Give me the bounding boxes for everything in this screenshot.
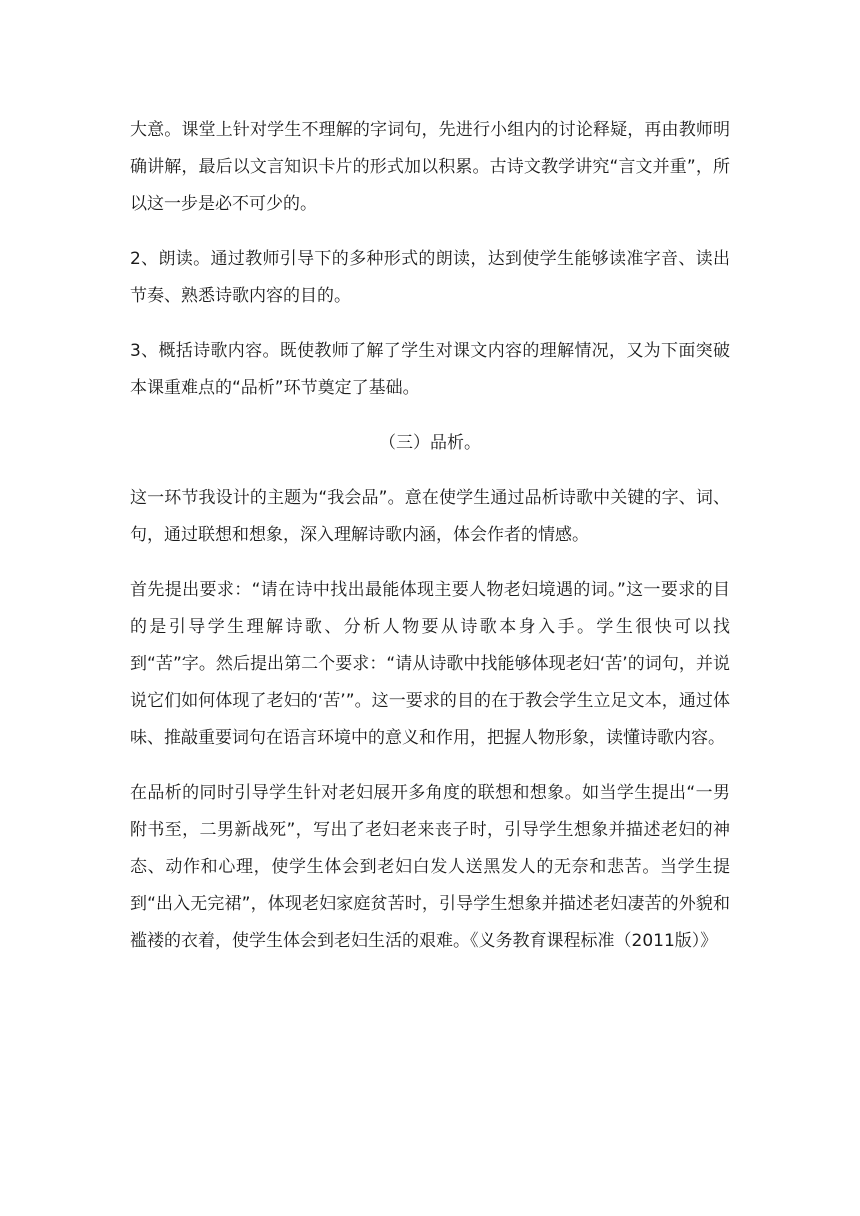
paragraph-imagination-guidance: 在品析的同时引导学生针对老妇展开多角度的联想和想象。如当学生提出“一男附书至，二男新战死”，写出了老妇老来丧子时，引导学生想象并描述老妇的神态、动作和心理，使学生体会到老妇白发人送黑发人的无奈和悲苦。当学生提到“出入无完裙”，体现老妇家庭贫苦时，引导学生想象并描述老妇凄苦的外貌和褴褛的衣着，使学生体会到老妇生活的艰难。《义务教育课程标准（2011版）》 (130, 783, 730, 951)
document-body (130, 112, 730, 978)
paragraph-summarize-content: 3、概括诗歌内容。既使教师了解了学生对课文内容的理解情况，又为下面突破本课重难点的“品析”环节奠定了基础。 (130, 341, 730, 398)
paragraph-analysis-requirements: 首先提出要求：“请在诗中找出最能体现主要人物老妇境遇的词。”这一要求的目的是引导学生理解诗歌、分析人物要从诗歌本身入手。学生很快可以找到“苦”字。然后提出第二个要求：“请从诗歌中找能够体现老妇‘苦’的词句，并说说它们如何体现了老妇的‘苦’”。这一要求的目的在于教会学生立足文本，通过体味、推敲重要词句在语言环境中的意义和作用，把握人物形象，读懂诗歌内容。 (130, 580, 730, 748)
paragraph-meaning-explanation: 大意。课堂上针对学生不理解的字词句，先进行小组内的讨论释疑，再由教师明确讲解，最后以文言知识卡片的形式加以积累。古诗文教学讲究“言文并重”，所以这一步是必不可少的。 (130, 120, 730, 214)
paragraph-analysis-theme: 这一环节我设计的主题为“我会品”。意在使学生通过品析诗歌中关键的字、词、句，通过联想和想象，深入理解诗歌内涵，体会作者的情感。 (130, 488, 730, 545)
section-heading-analysis: （三）品析。 (379, 433, 481, 453)
paragraph-reading-aloud: 2、朗读。通过教师引导下的多种形式的朗读，达到使学生能够读准字音、读出节奏、熟悉诗歌内容的目的。 (130, 249, 730, 306)
